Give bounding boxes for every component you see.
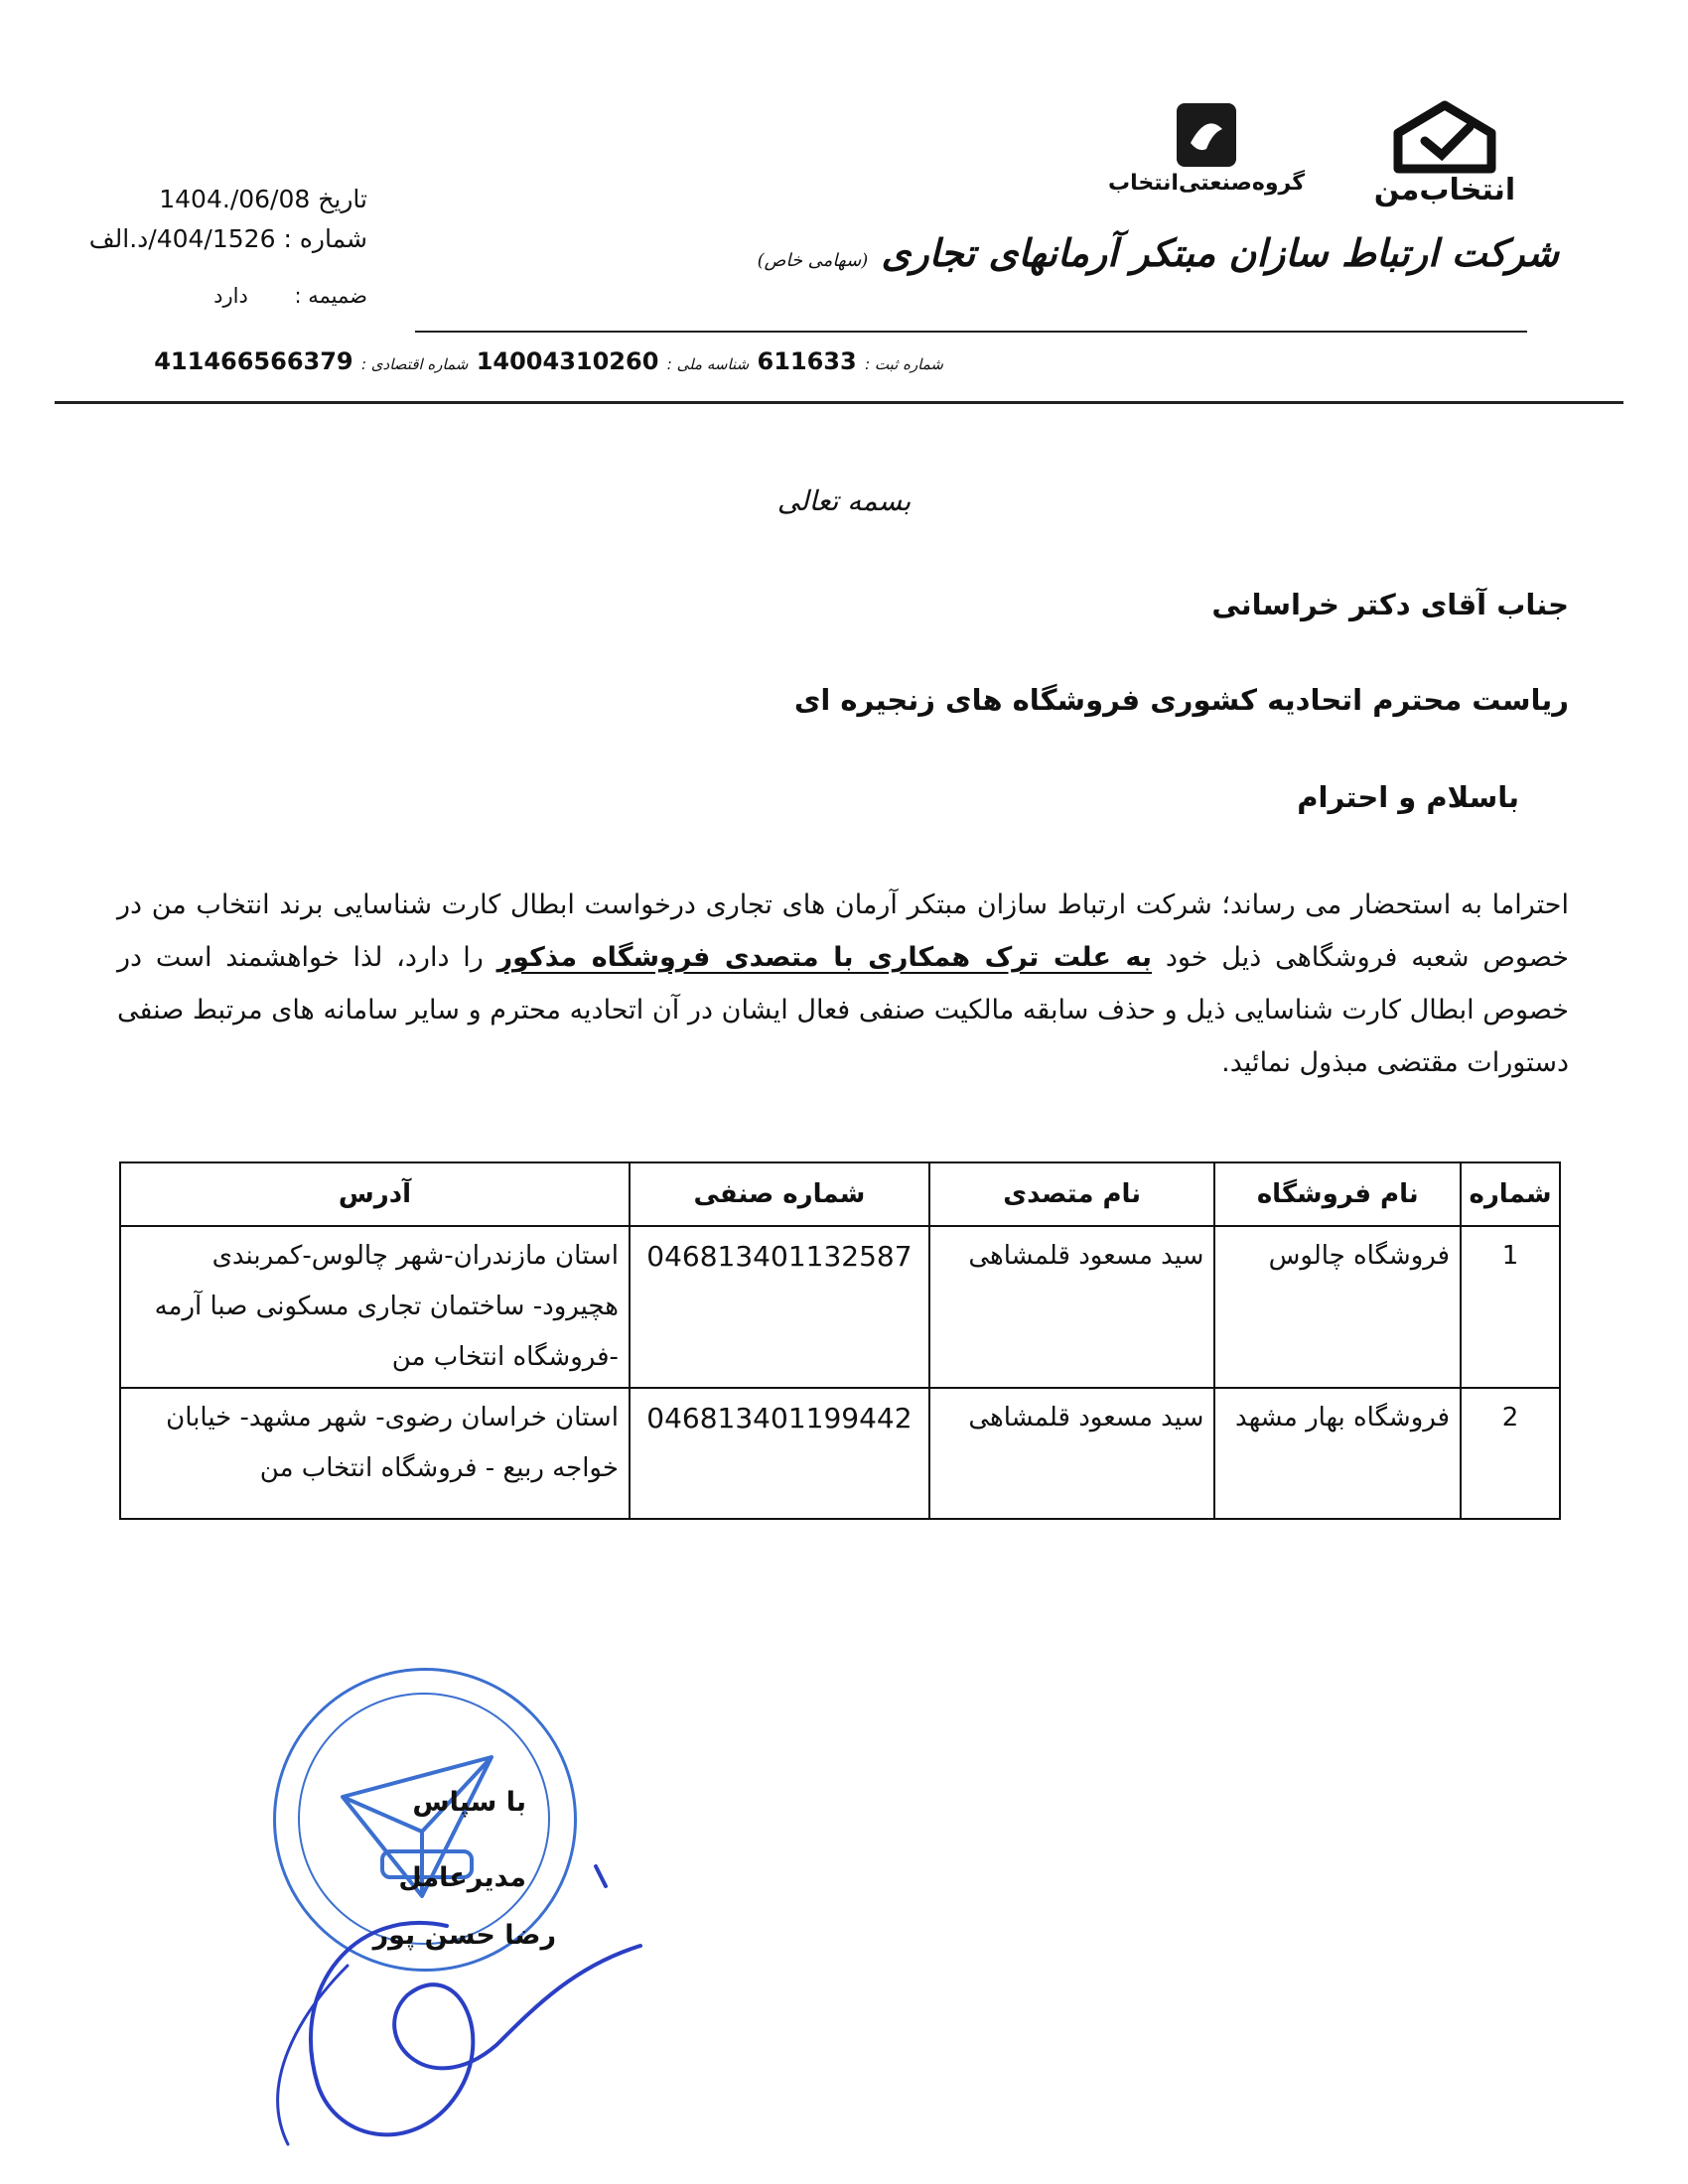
- number-value: 404/1526/د.الف: [88, 224, 276, 253]
- attachment-value: دارد: [213, 284, 248, 308]
- body-emphasis: به علت ترک همکاری با متصدی فروشگاه مذکور: [496, 942, 1153, 973]
- economic-code-value: 411466566379: [154, 347, 353, 375]
- row-store: فروشگاه بهار مشهد: [1214, 1388, 1461, 1519]
- header-main-rule: [55, 401, 1623, 404]
- date-label: تاریخ: [318, 185, 367, 213]
- row-number: 2: [1461, 1388, 1560, 1519]
- row-store: فروشگاه چالوس: [1214, 1226, 1461, 1388]
- company-type: (سهامی خاص): [757, 250, 869, 271]
- economic-code-label: شماره اقتصادی :: [360, 355, 469, 373]
- body-part-1: احتراما به استحضار می رساند؛ شرکت ارتباط سازان مبتکر آرمان های تجاری درخواست ابطال کارت شناسایی برند انتخاب من در خصوص شعبه فروشگاهی ذیل خود: [117, 889, 1569, 973]
- signature-thanks: با سپاس: [412, 1787, 526, 1818]
- company-name-text: شرکت ارتباط سازان مبتکر آرمانهای تجاری: [881, 230, 1559, 275]
- letter-date: [149, 185, 367, 213]
- signature-name: رضا حسن پور: [372, 1920, 556, 1951]
- recipient-name: جناب آقای دکتر خراسانی: [1211, 588, 1569, 621]
- row-operator: سید مسعود قلمشاهی: [929, 1226, 1215, 1388]
- row-address: استان مازندران-شهر چالوس-کمربندی هچیرود- ساختمان تجاری مسکونی صبا آرمه -فروشگاه انتخاب من: [120, 1226, 630, 1388]
- greeting: باسلام و احترام: [1297, 780, 1519, 814]
- registration-line: [154, 347, 943, 375]
- national-id-value: 14004310260: [476, 347, 659, 375]
- bismillah: بسمه تعالی: [776, 484, 912, 517]
- number-label: شماره :: [283, 224, 367, 253]
- column-header-operator: نام متصدی: [929, 1162, 1215, 1226]
- reg-value: 611633: [757, 347, 857, 375]
- attachment-label: ضمیمه :: [294, 284, 367, 308]
- body-part-2: را دارد، لذا خواهشمند است در خصوص ابطال کارت شناسایی ذیل و حذف سابقه مالکیت صنفی فعال ایشان در آن اتحادیه محترم و سایر سامانه های مرتبط صنفی دستورات مقتضی مبذول نمائید.: [117, 942, 1569, 1078]
- signature-role: مدیرعامل: [398, 1862, 526, 1893]
- table-row: [120, 1388, 1560, 1519]
- letter-number: [88, 224, 367, 253]
- table-row: [120, 1226, 1560, 1388]
- company-name: [757, 230, 1559, 275]
- letter-body: [117, 879, 1569, 1089]
- column-header-number: شماره: [1461, 1162, 1560, 1226]
- header-thin-rule: [415, 331, 1527, 333]
- column-header-address: آدرس: [120, 1162, 630, 1226]
- date-value: 1404./06/08: [159, 185, 311, 213]
- brand-logo-text: انتخاب‌من: [1373, 173, 1516, 207]
- column-header-guild-number: شماره صنفی: [630, 1162, 929, 1226]
- handwritten-signature: [199, 1846, 655, 2174]
- letter-attachment: [129, 284, 367, 308]
- table-header-row: [120, 1162, 1560, 1226]
- row-guild-number: 046813401199442: [630, 1388, 929, 1519]
- group-logo-caption: گروه‌صنعتی‌انتخاب: [1107, 171, 1306, 196]
- brand-logo: [1370, 97, 1519, 206]
- row-guild-number: 046813401132587: [630, 1226, 929, 1388]
- stores-table: [119, 1161, 1561, 1520]
- reg-label: شماره ثبت :: [865, 355, 943, 373]
- recipient-title: ریاست محترم اتحادیه کشوری فروشگاه های زنجیره ای: [793, 683, 1569, 717]
- letterhead: [0, 0, 1688, 407]
- national-id-label: شناسه ملی :: [666, 355, 750, 373]
- row-number: 1: [1461, 1226, 1560, 1388]
- group-logo-mark-icon: [1177, 103, 1236, 167]
- house-check-icon: [1370, 97, 1519, 177]
- row-address: استان خراسان رضوی- شهر مشهد- خیابان خواجه ربیع - فروشگاه انتخاب من: [120, 1388, 630, 1519]
- column-header-store: نام فروشگاه: [1214, 1162, 1461, 1226]
- group-logo: [1177, 103, 1236, 167]
- row-operator: سید مسعود قلمشاهی: [929, 1388, 1215, 1519]
